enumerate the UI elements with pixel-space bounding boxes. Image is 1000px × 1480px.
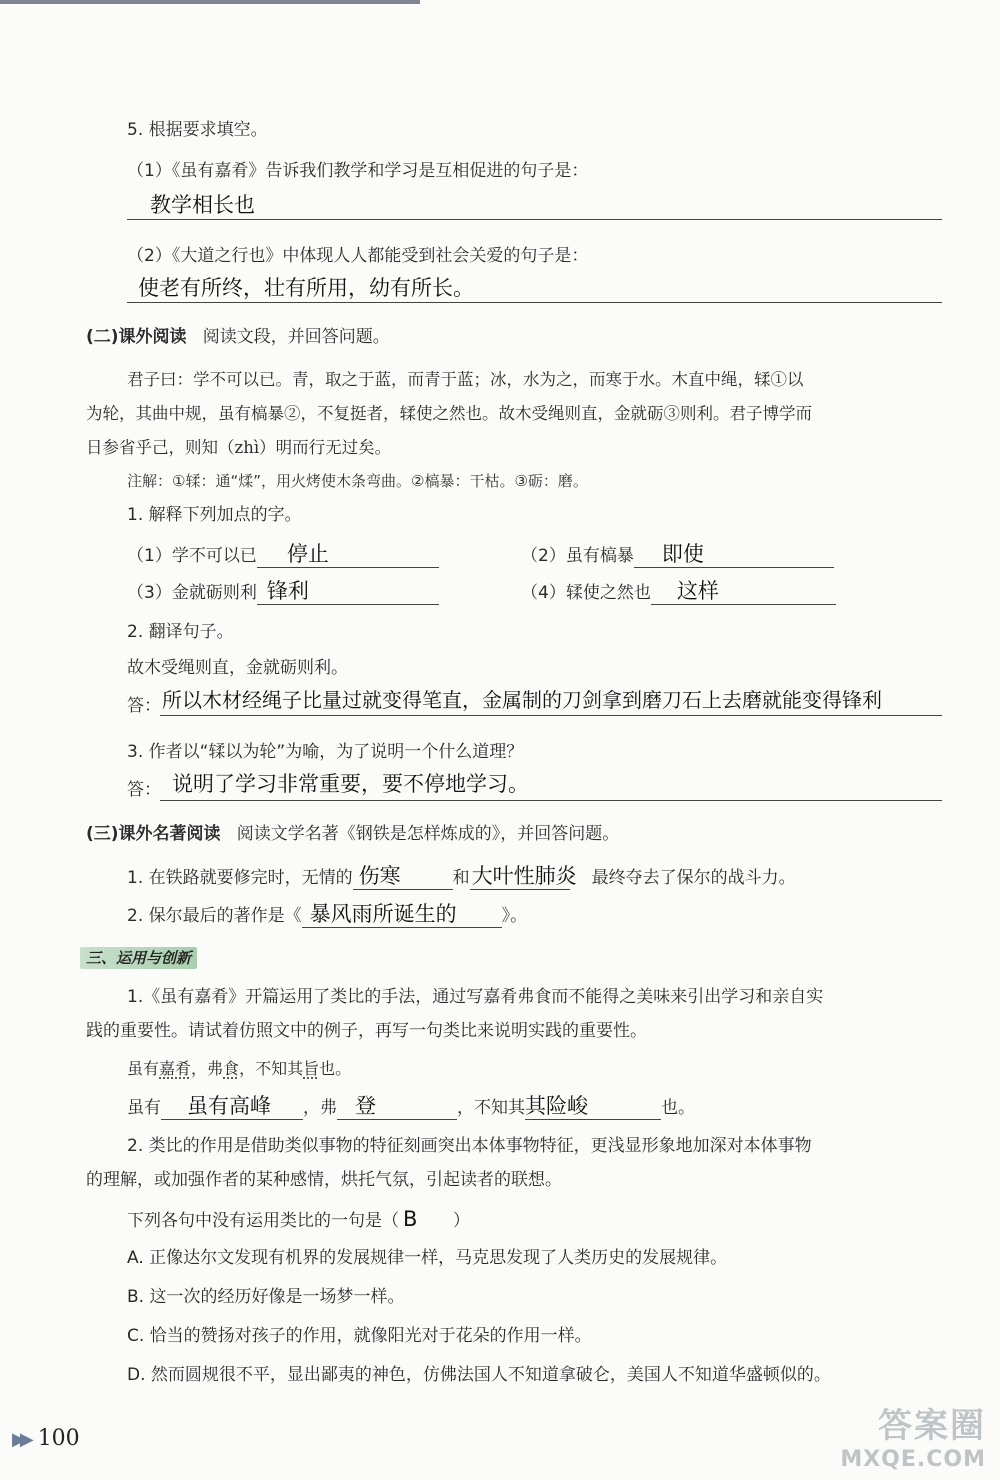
watermark-line-2: MXQE.COM — [840, 1447, 986, 1472]
q5-prompt-1: （1）《虽有嘉肴》告诉我们教学和学习是互相促进的句子是： — [127, 161, 589, 181]
passage-line-2: 为轮，其曲中规，虽有槁暴②，不复挺者，𫐓使之然也。故木受绳则直，金就砺③则利。君子博学而 — [86, 404, 812, 423]
page-number: 100 — [37, 1426, 80, 1451]
fill-text: ，不知其 — [457, 1098, 525, 1118]
top-rule — [0, 0, 420, 4]
p2-q1-2-text: （2）虽有槁暴 — [521, 546, 634, 566]
p2-q1: 1. 解释下列加点的字。 — [127, 505, 302, 525]
part2-heading: (二)课外阅读 — [86, 327, 187, 347]
option-b: B. 这一次的经历好像是一场梦一样。 — [127, 1287, 405, 1307]
double-arrow-icon: ▶▶ — [12, 1429, 28, 1450]
section3-tag: 三、运用与创新 — [80, 947, 197, 969]
p3-q2 — [127, 901, 527, 928]
fill-answer-1: 虽有高峰 — [161, 1093, 303, 1120]
fill-text: ，弗 — [303, 1098, 337, 1118]
ask-close: ） — [453, 1211, 470, 1231]
ask-text: 下列各句中没有运用类比的一句是（ — [127, 1211, 399, 1231]
part3-instruction: 阅读文学名著《钢铁是怎样炼成的》，并回答问题。 — [236, 824, 620, 844]
p2-q1-3-answer: 锋利 — [257, 578, 439, 605]
page-number-block — [12, 1426, 80, 1451]
p2-q3-answer: 说明了学习非常重要，要不停地学习。 — [172, 772, 529, 796]
q5-answer-1: 教学相长也 — [150, 193, 255, 217]
p2-q1-1-answer: 停止 — [257, 541, 439, 568]
s3-q2-line-1: 2. 类比的作用是借助类似事物的特征刻画突出本体事物特征，更浅显形象地加深对本体事物 — [127, 1136, 812, 1156]
p3-q1-answer-1: 伤寒 — [353, 863, 453, 890]
example-keyword: 食 — [223, 1059, 240, 1078]
part2-header — [86, 325, 390, 349]
example-keyword: 旨 — [303, 1059, 320, 1078]
p2-q2-answer: 所以木材经绳子比量过就变得笔直，金属制的刀剑拿到磨刀石上去磨就能变得锋利 — [162, 688, 882, 712]
answer-line — [160, 800, 942, 801]
q5-answer-2: 使老有所终，壮有所用，幼有所长。 — [138, 276, 474, 300]
part3-heading: (三)课外名著阅读 — [86, 824, 221, 844]
p2-q1-2-answer: 即使 — [634, 541, 834, 568]
p2-q2-sentence: 故木受绳则直，金就砺则利。 — [127, 658, 348, 678]
option-d: D. 然而圆规很不平，显出鄙夷的神色，仿佛法国人不知道拿破仑，美国人不知道华盛顿似的。 — [127, 1365, 831, 1385]
passage-note: 注解：①𫐓：通“煣”，用火烤使木条弯曲。②槁暴：干枯。③砺：磨。 — [127, 472, 588, 490]
s3-fill — [127, 1093, 695, 1120]
example-text: 虽有 — [127, 1059, 160, 1078]
p2-q2: 2. 翻译句子。 — [127, 622, 234, 642]
p3-q2-pre: 2. 保尔最后的著作是《 — [127, 906, 302, 926]
p2-q2-answer-label: 答： — [127, 696, 161, 716]
p3-q1-post: 最终夺去了保尔的战斗力。 — [591, 868, 796, 888]
p2-q1-3-text: （3）金就砺则利 — [127, 583, 257, 603]
part2-instruction: 阅读文段，并回答问题。 — [202, 327, 390, 347]
s3-example — [127, 1057, 351, 1081]
fill-text: 虽有 — [127, 1098, 161, 1118]
watermark — [840, 1398, 986, 1472]
watermark-line-1: 答案圈 — [878, 1406, 986, 1446]
p2-q3-answer-label: 答： — [127, 780, 161, 800]
fill-text: 也。 — [661, 1098, 695, 1118]
fill-answer-2: 登 — [337, 1093, 457, 1120]
p2-q1-4-answer: 这样 — [651, 578, 836, 605]
p2-q1-2 — [521, 541, 834, 568]
p3-q2-answer: 暴风雨所诞生的 — [302, 901, 502, 928]
example-text: ，弗 — [191, 1059, 224, 1078]
example-text: ，不知其 — [239, 1059, 304, 1078]
p2-q1-4 — [521, 578, 836, 605]
p2-q1-1 — [127, 541, 439, 568]
answer-line — [127, 302, 942, 303]
q5-title: 5. 根据要求填空。 — [127, 120, 268, 140]
option-a: A. 正像达尔文发现有机界的发展规律一样，马克思发现了人类历史的发展规律。 — [127, 1248, 728, 1268]
answer-line — [127, 219, 942, 220]
answer-line — [160, 715, 942, 716]
p3-q2-post: 》。 — [501, 906, 528, 926]
s3-q2-ask — [127, 1207, 470, 1233]
s3-q1-line-2: 践的重要性。请试着仿照文中的例子，再写一句类比来说明实践的重要性。 — [86, 1021, 647, 1041]
part3-header — [86, 822, 619, 846]
p2-q1-4-text: （4）𫐓使之然也 — [521, 583, 651, 603]
fill-answer-3: 其险峻 — [525, 1093, 661, 1120]
example-keyword: 嘉肴 — [159, 1059, 192, 1078]
p3-q1 — [127, 863, 796, 890]
p2-q1-3 — [127, 578, 439, 605]
option-c: C. 恰当的赞扬对孩子的作用，就像阳光对于花朵的作用一样。 — [127, 1326, 592, 1346]
p3-q1-pre: 1. 在铁路就要修完时，无情的 — [127, 868, 353, 888]
passage-line-3: 日参省乎己，则知（zhì）明而行无过矣。 — [86, 438, 392, 457]
p3-q1-answer-2: 大叶性肺炎 — [471, 864, 577, 888]
q5-prompt-2: （2）《大道之行也》中体现人人都能受到社会关爱的句子是： — [127, 246, 589, 266]
s3-q2-line-2: 的理解，或加强作者的某种感情，烘托气氛，引起读者的联想。 — [86, 1170, 562, 1190]
passage-line-1: 君子曰：学不可以已。青，取之于蓝，而青于蓝；冰，水为之，而寒于水。木直中绳，𫐓①以 — [127, 370, 804, 389]
p2-q1-1-text: （1）学不可以已 — [127, 546, 257, 566]
example-text: 也。 — [319, 1059, 352, 1078]
choice-answer: B — [403, 1207, 418, 1231]
s3-q1-line-1: 1.《虽有嘉肴》开篇运用了类比的手法，通过写嘉肴弗食而不能得之美味来引出学习和亲自实 — [127, 987, 824, 1007]
p2-q3: 3. 作者以“𫐓以为轮”为喻，为了说明一个什么道理？ — [127, 742, 524, 762]
p3-q1-mid: 和 — [452, 868, 470, 888]
